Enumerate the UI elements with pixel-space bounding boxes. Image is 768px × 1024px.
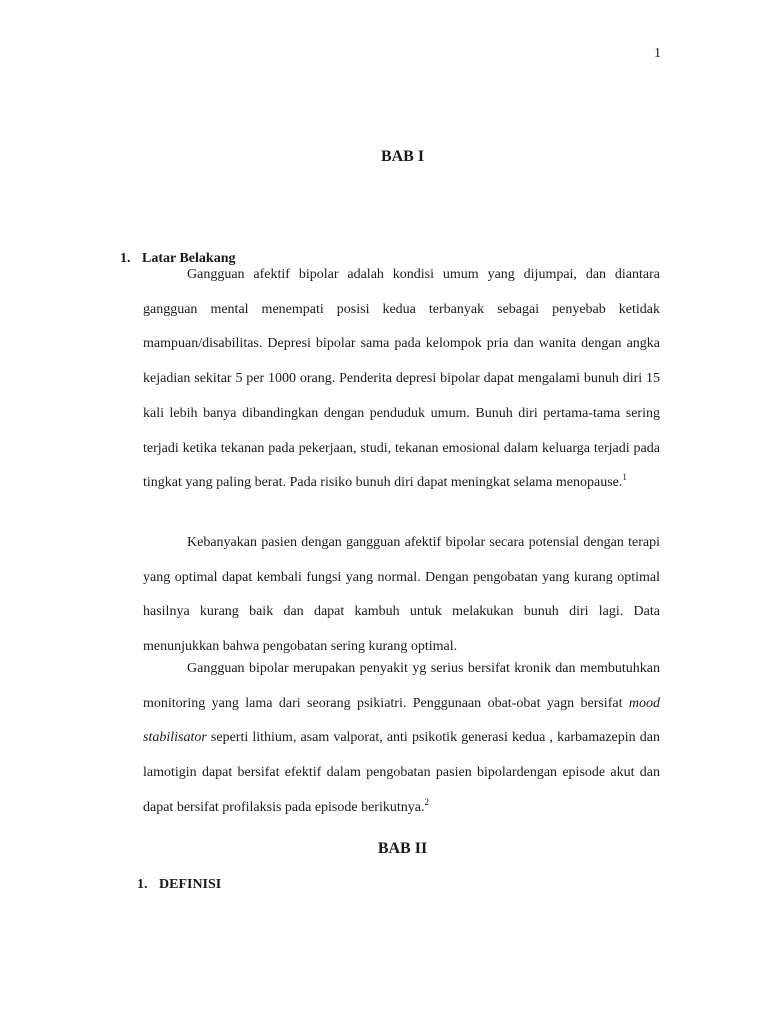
- paragraph-3: [143, 652, 660, 826]
- paragraph-1-body: Gangguan afektif bipolar adalah kondisi umum yang dijumpai, dan diantara gangguan mental menempati posisi kedua terbanyak sebagai penyebab ketidak mampuan/disabilitas. Depresi bipolar sama pada kelompok pria dan wanita dengan angka kejadian sekitar 5 per 1000 orang. Penderita depresi bipolar dapat mengalami bunuh diri 15 kali lebih banya dibandingkan dengan penduduk umum. Bunuh diri pertama-tama sering terjadi ketika tekanan pada pekerjaan, studi, tekanan emosional dalam keluarga terjadi pada tingkat yang paling berat. Pada risiko bunuh diri dapat meningkat selama menopause.: [143, 267, 660, 491]
- italic-term: mood stabilisator: [143, 695, 660, 746]
- paragraph-2: [143, 526, 660, 665]
- paragraph-3-text: [143, 652, 660, 826]
- paragraph-1: [143, 258, 660, 501]
- section-title: Latar Belakang: [142, 251, 236, 266]
- paragraph-3-body-start: Gangguan bipolar merupakan penyakit yg serius bersifat kronik dan membutuhkan monitoring yang lama dari seorang psikiatri. Penggunaan obat-obat yagn bersifat: [143, 661, 660, 711]
- section-heading-definisi: [137, 877, 221, 893]
- paragraph-3-body-end: seperti lithium, asam valporat, anti psikotik generasi kedua , karbamazepin dan lamotigin dapat bersifat efektif dalam pengobatan pasien bipolardengan episode akut dan dapat bersifat profilaksis pada episode berikutnya.: [143, 730, 660, 815]
- section-title: DEFINISI: [159, 877, 222, 892]
- paragraph-2-text: Kebanyakan pasien dengan gangguan afektif bipolar secara potensial dengan terapi yang optimal dapat kembali fungsi yang normal. Dengan pengobatan yang kurang optimal hasilnya kurang baik dan dapat kambuh untuk melakukan bunuh diri lagi. Data menunjukkan bahwa pengobatan sering kurang optimal.: [143, 535, 660, 655]
- chapter-title-bab-2: BAB II: [377, 840, 428, 857]
- paragraph-1-text: [143, 258, 660, 501]
- section-number: 1.: [137, 877, 148, 892]
- chapter-title-bab-1: BAB I: [380, 148, 425, 165]
- footnote-ref-2: 2: [424, 796, 429, 807]
- footnote-ref-1: 1: [622, 472, 627, 483]
- section-number: 1.: [120, 251, 131, 266]
- page-number: 1: [654, 46, 661, 61]
